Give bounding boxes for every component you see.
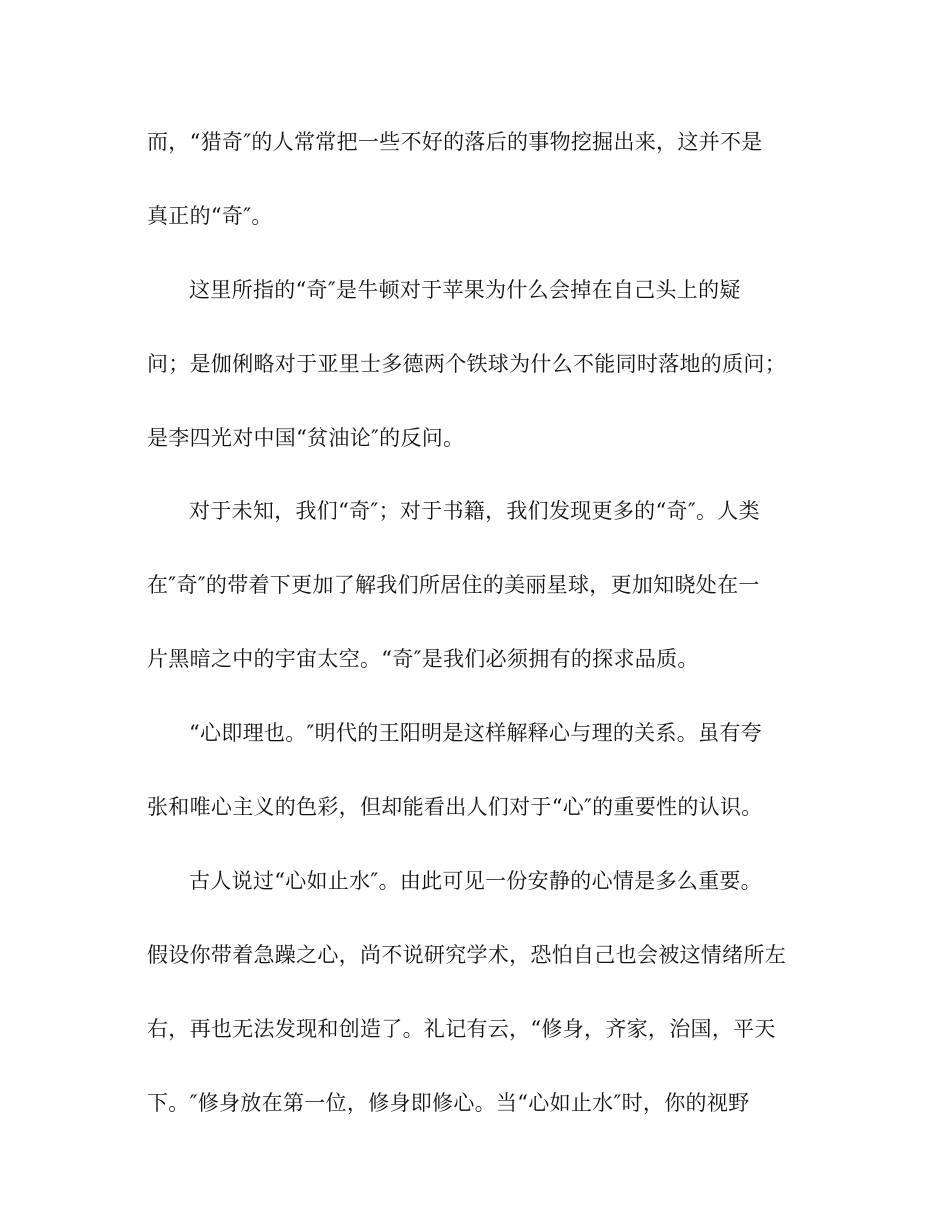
- text-line: 下。″修身放在第一位，修身即修心。当“心如止水″时，你的视野: [147, 1091, 750, 1115]
- text-line: 假设你带着急躁之心，尚不说研究学术，恐怕自己也会被这情绪所左: [147, 943, 786, 967]
- text-line: 右，再也无法发现和创造了。礼记有云，“修身，齐家，治国，平天: [147, 1017, 776, 1041]
- paragraph-start-line: 古人说过“心如止水″。由此可见一份安静的心情是多么重要。: [189, 869, 762, 893]
- text-line: 而，“猎奇″的人常常把一些不好的落后的事物挖掘出来，这并不是: [147, 130, 763, 154]
- text-line: 是李四光对中国“贫油论″的反问。: [147, 426, 465, 450]
- paragraph-start-line: 这里所指的“奇″是牛顿对于苹果为什么会掉在自己头上的疑: [189, 278, 741, 302]
- text-line: 张和唯心主义的色彩，但却能看出人们对于“心″的重要性的认识。: [147, 795, 763, 819]
- paragraph-start-line: “心即理也。″明代的王阳明是这样解释心与理的关系。虽有夸: [189, 721, 762, 745]
- text-line: 问；是伽俐略对于亚里士多德两个铁球为什么不能同时落地的质问；: [147, 352, 786, 376]
- text-line: 片黑暗之中的宇宙太空。“奇″是我们必须拥有的探求品质。: [147, 647, 699, 671]
- text-line: 真正的“奇″。: [147, 204, 273, 228]
- paragraph-start-line: 对于未知，我们“奇″；对于书籍，我们发现更多的“奇″。人类: [189, 499, 760, 523]
- text-line: 在″奇″的带着下更加了解我们所居住的美丽星球，更加知晓处在一: [147, 573, 760, 597]
